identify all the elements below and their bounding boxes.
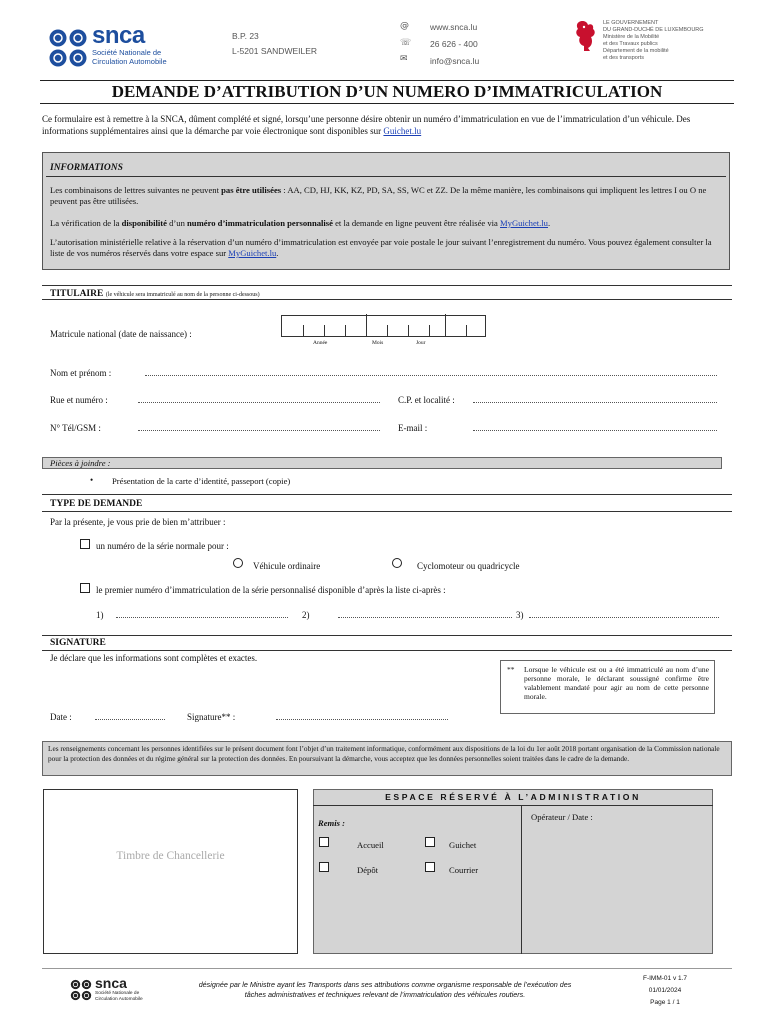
vehicule-ordinaire-label: Véhicule ordinaire (253, 561, 321, 571)
tel-gsm-label: N° Tél/GSM : (50, 423, 101, 433)
footer-divider (42, 968, 732, 969)
cyclomoteur-label: Cyclomoteur ou quadricycle (417, 561, 520, 571)
timbre-box (43, 789, 298, 954)
signature-heading-line (42, 650, 732, 651)
remis-label: Remis : (318, 818, 345, 828)
type-top-line (42, 494, 732, 495)
government-logo-text: LE GOUVERNEMENT DU GRAND-DUCHÉ DE LUXEMBOURG Ministère de la Mobilité et des Travaux publics Département de la mobilité et des transports (603, 20, 704, 61)
choice-3-field[interactable] (529, 617, 719, 618)
guichet-label: Guichet (449, 840, 477, 850)
email-icon: ✉ (400, 54, 408, 64)
logo-wordmark: snca (92, 22, 145, 49)
phone-icon: ☏ (400, 38, 412, 48)
guichet-checkbox[interactable] (425, 837, 435, 847)
footer-meta (630, 973, 700, 1009)
serie-personnalisee-checkbox[interactable] (80, 583, 90, 593)
tel-gsm-field[interactable] (138, 430, 380, 431)
serie-personnalisee-label: le premier numéro d’immatriculation de la série personnalisé disponible d’après la liste ci-après : (96, 585, 446, 595)
mois-label: Mois (372, 340, 384, 346)
jour-label: Jour (416, 340, 426, 346)
date-field[interactable] (95, 719, 165, 720)
informations-paragraph-3: L’autorisation ministérielle relative à la réservation d’un numéro d’immatriculation est envoyée par voie postale le jour suivant l’enregistrement du numéro. Vous pouvez également consulter la liste de vos numéros réservés dans votre espace sur MyGuichet.lu. (50, 237, 712, 258)
address-bp: B.P. 23 (232, 31, 259, 41)
date-label: Date : (50, 712, 72, 722)
email-label: E-mail : (398, 423, 428, 433)
admin-divider (521, 806, 522, 954)
myguichet-link-2[interactable]: MyGuichet.lu (228, 247, 277, 258)
accueil-checkbox[interactable] (319, 837, 329, 847)
phone-number: 26 626 - 400 (430, 39, 478, 49)
signature-top-line (42, 635, 732, 636)
rue-numero-field[interactable] (138, 402, 380, 403)
choice-1-field[interactable] (116, 617, 288, 618)
type-intro: Par la présente, je vous prie de bien m’attribuer : (50, 517, 226, 527)
form-date: 01/01/2024 (648, 987, 682, 994)
guichet-link[interactable]: Guichet.lu (383, 125, 422, 136)
privacy-text: Les renseignements concernant les personnes identifiées sur le présent document font l’objet d’un traitement informatique, conformément aux dispositions de la loi du 1er août 2018 portant organisation de la Commission nationale pour la protection des données et du régime général sur la protection des données. En poursuivant la démarche, vous acceptez que les données personnelles soient traitées dans le cadre de la demande. (48, 744, 720, 763)
choice-2-label: 2) (302, 610, 310, 620)
nom-prenom-field[interactable] (145, 375, 717, 376)
courrier-label: Courrier (449, 865, 479, 875)
informations-paragraph-2: La vérification de la disponibilité d’un numéro d’immatriculation personnalisé et la demande en ligne peuvent être réalisée via MyGuichet.lu. (50, 218, 551, 228)
titulaire-top-line (42, 285, 732, 286)
annee-label: Année (313, 340, 328, 346)
matricule-label: Matricule national (date de naissance) : (50, 329, 192, 339)
signature-title: SIGNATURE (50, 638, 106, 648)
pieces-item: Présentation de la carte d’identité, passeport (copie) (112, 476, 291, 486)
serie-normale-label: un numéro de la série normale pour : (96, 541, 229, 551)
titulaire-heading: TITULAIRE (le véhicule sera immatriculé au nom de la personne ci-dessous) (50, 289, 260, 299)
serie-normale-checkbox[interactable] (80, 539, 90, 549)
web-icon: @ (400, 21, 409, 31)
courrier-checkbox[interactable] (425, 862, 435, 872)
choice-3-label: 3) (516, 610, 524, 620)
pieces-title: Pièces à joindre : (50, 458, 111, 468)
footer-logo-subtitle: Société Nationale de Circulation Automobile (95, 991, 143, 1002)
nom-prenom-label: Nom et prénom : (50, 368, 112, 378)
footer-logo-wordmark: snca (95, 975, 127, 991)
luxembourg-lion-icon (573, 18, 599, 52)
footer-text: désignée par le Ministre ayant les Transports dans ses attributions comme organisme responsable de l’exécution des tâches administratives et techniques relevant de l’immatriculation des véhicules routiers. (198, 980, 572, 999)
matricule-date-input[interactable] (281, 315, 486, 337)
web-link[interactable]: www.snca.lu (430, 22, 478, 32)
address-city: L-5201 SANDWEILER (232, 46, 318, 56)
signature-note-mark: ** (507, 665, 515, 674)
page-title: DEMANDE D’ATTRIBUTION D’UN NUMERO D’IMMATRICULATION (40, 80, 734, 104)
operateur-label: Opérateur / Date : (531, 812, 593, 822)
cp-localite-field[interactable] (473, 402, 717, 403)
type-heading-line (42, 511, 732, 512)
accueil-label: Accueil (357, 840, 384, 850)
footer-snca-logo-icon (70, 979, 92, 1001)
page-number: Page 1 / 1 (650, 999, 680, 1006)
signature-note: Lorsque le véhicule est ou a été immatriculé au nom d’une personne morale, le déclarant soussigné confirme être valablement mandaté pour agir au nom de cette personne morale. (524, 665, 709, 701)
titulaire-heading-line (42, 299, 732, 300)
snca-logo-icon (48, 28, 88, 68)
cp-localite-label: C.P. et localité : (398, 395, 455, 405)
choice-2-field[interactable] (338, 617, 512, 618)
email-field[interactable] (473, 430, 717, 431)
signature-field[interactable] (276, 719, 448, 720)
pieces-bullet: • (90, 475, 94, 485)
depot-checkbox[interactable] (319, 862, 329, 872)
depot-label: Dépôt (357, 865, 379, 875)
type-demande-title: TYPE DE DEMANDE (50, 499, 143, 509)
cyclomoteur-radio[interactable] (392, 558, 402, 568)
vehicule-ordinaire-radio[interactable] (233, 558, 243, 568)
pieces-band (42, 457, 722, 469)
myguichet-link-1[interactable]: MyGuichet.lu (500, 218, 548, 228)
choice-1-label: 1) (96, 610, 104, 620)
form-reference: F-IMM-01 v 1.7 (642, 975, 688, 982)
informations-title: INFORMATIONS (50, 163, 123, 173)
signature-declaration: Je déclare que les informations sont complètes et exactes. (50, 653, 258, 663)
admin-title: ESPACE RÉSERVÉ À L’ADMINISTRATION (313, 789, 713, 806)
logo-subtitle: Société Nationale de Circulation Automobile (92, 48, 167, 66)
intro-paragraph: Ce formulaire est à remettre à la SNCA, dûment complété et signé, lorsqu’une personne désire obtenir un numéro d’immatriculation en vue de l’immatriculation d’un véhicule. Des informations supplémentaires ainsi que la démarche par voie électronique sont disponibles sur Guichet.lu (42, 114, 691, 136)
signature-label: Signature** : (187, 712, 236, 722)
informations-paragraph-1: Les combinaisons de lettres suivantes ne peuvent pas être utilisées : AA, CD, HJ, KK, KZ, PD, SA, SS, WC et ZZ. De la même manière, les combinaisons qui impliquent les lettres I ou O ne peuvent pas être utilisées. (50, 185, 707, 206)
timbre-label: Timbre de Chancellerie (116, 850, 225, 862)
email-link[interactable]: info@snca.lu (430, 56, 480, 66)
rue-numero-label: Rue et numéro : (50, 395, 108, 405)
informations-divider (46, 176, 726, 177)
